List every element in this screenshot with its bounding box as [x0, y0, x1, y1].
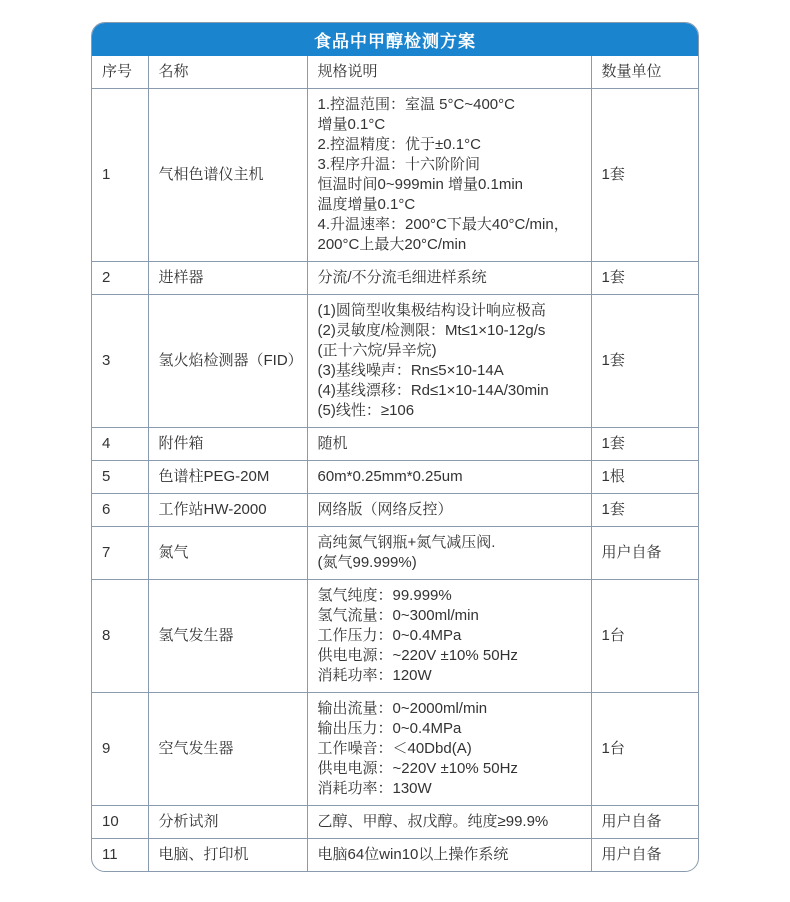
- cell-no: 7: [92, 527, 148, 580]
- cell-no: 2: [92, 262, 148, 295]
- page-title: 食品中甲醇检测方案: [314, 32, 476, 51]
- cell-spec: [307, 89, 591, 262]
- cell-spec: [307, 461, 591, 494]
- cell-qty: 1套: [591, 262, 699, 295]
- spec-line: (2)灵敏度/检测限：Mt≤1×10-12g/s: [317, 322, 546, 339]
- cell-spec: [307, 693, 591, 806]
- cell-name: 附件箱: [148, 428, 307, 461]
- title-bar: [92, 23, 698, 56]
- spec-line: 氢气流量：0~300ml/min: [317, 607, 479, 624]
- cell-qty: 用户自备: [591, 806, 699, 839]
- spec-line: 氢气纯度：99.999%: [317, 587, 452, 604]
- spec-line: 4.升温速率：200°C下最大40°C/min，: [317, 216, 569, 233]
- cell-qty: 1根: [591, 461, 699, 494]
- table-row: [92, 295, 699, 428]
- cell-spec: [307, 527, 591, 580]
- table-row: [92, 89, 699, 262]
- table-row: [92, 428, 699, 461]
- spec-line: (5)线性：≥106: [317, 402, 415, 419]
- cell-qty: 1套: [591, 89, 699, 262]
- cell-spec: [307, 839, 591, 872]
- cell-no: 9: [92, 693, 148, 806]
- spec-table: [92, 56, 699, 871]
- spec-line: 电脑64位win10以上操作系统: [317, 846, 509, 863]
- cell-no: 11: [92, 839, 148, 872]
- cell-name: 气相色谱仪主机: [148, 89, 307, 262]
- column-header-qty: 数量单位: [591, 56, 699, 89]
- spec-line: 消耗功率：130W: [317, 780, 432, 797]
- spec-line: 60m*0.25mm*0.25um: [317, 468, 463, 485]
- spec-line: 输出流量：0~2000ml/min: [317, 700, 488, 717]
- cell-qty: 1台: [591, 580, 699, 693]
- table-row: [92, 693, 699, 806]
- spec-table-body: [92, 89, 699, 872]
- table-row: [92, 527, 699, 580]
- column-header-spec: 规格说明: [307, 56, 591, 89]
- spec-line: 输出压力：0~0.4MPa: [317, 720, 462, 737]
- cell-spec: [307, 262, 591, 295]
- spec-line: 高纯氮气钢瓶+氮气减压阀.: [317, 534, 496, 551]
- spec-line: (4)基线漂移：Rd≤1×10-14A/30min: [317, 382, 549, 399]
- table-row: [92, 262, 699, 295]
- cell-name: 分析试剂: [148, 806, 307, 839]
- spec-line: 2.控温精度：优于±0.1°C: [317, 136, 481, 153]
- cell-no: 10: [92, 806, 148, 839]
- spec-line: 恒温时间0~999min 增量0.1min: [317, 176, 523, 193]
- cell-no: 3: [92, 295, 148, 428]
- cell-qty: 1套: [591, 494, 699, 527]
- cell-no: 8: [92, 580, 148, 693]
- column-header-name: 名称: [148, 56, 307, 89]
- cell-no: 5: [92, 461, 148, 494]
- cell-spec: [307, 428, 591, 461]
- spec-line: 增量0.1°C: [317, 116, 386, 133]
- cell-name: 工作站HW-2000: [148, 494, 307, 527]
- cell-no: 6: [92, 494, 148, 527]
- spec-line: 消耗功率：120W: [317, 667, 432, 684]
- cell-name: 色谱柱PEG-20M: [148, 461, 307, 494]
- spec-line: 随机: [317, 435, 348, 452]
- spec-line: 温度增量0.1°C: [317, 196, 416, 213]
- cell-qty: 1套: [591, 295, 699, 428]
- spec-line: (1)圆筒型收集极结构设计响应极高: [317, 302, 546, 319]
- spec-line: 1.控温范围：室温 5°C~400°C: [317, 96, 515, 113]
- spec-line: 网络版（网络反控）: [317, 501, 453, 518]
- cell-no: 1: [92, 89, 148, 262]
- spec-line: 乙醇、甲醇、叔戊醇。纯度≥99.9%: [317, 813, 549, 830]
- cell-name: 电脑、打印机: [148, 839, 307, 872]
- cell-qty: 用户自备: [591, 839, 699, 872]
- spec-line: (正十六烷/异辛烷): [317, 342, 437, 359]
- cell-name: 进样器: [148, 262, 307, 295]
- table-row: [92, 580, 699, 693]
- spec-line: 工作噪音：＜40Dbd(A): [317, 740, 472, 757]
- table-row: [92, 839, 699, 872]
- cell-qty: 用户自备: [591, 527, 699, 580]
- cell-no: 4: [92, 428, 148, 461]
- spec-line: 分流/不分流毛细进样系统: [317, 269, 487, 286]
- spec-line: 供电电源：~220V ±10% 50Hz: [317, 647, 518, 664]
- cell-name: 氮气: [148, 527, 307, 580]
- cell-spec: [307, 580, 591, 693]
- table-row: [92, 461, 699, 494]
- spec-line: 200°C上最大20°C/min: [317, 236, 467, 253]
- cell-name: 空气发生器: [148, 693, 307, 806]
- spec-line: 工作压力：0~0.4MPa: [317, 627, 462, 644]
- spec-line: (3)基线噪声：Rn≤5×10-14A: [317, 362, 504, 379]
- table-row: [92, 806, 699, 839]
- spec-line: (氮气99.999%): [317, 554, 417, 571]
- cell-spec: [307, 295, 591, 428]
- cell-qty: 1台: [591, 693, 699, 806]
- cell-qty: 1套: [591, 428, 699, 461]
- column-header-no: 序号: [92, 56, 148, 89]
- spec-sheet: [91, 22, 699, 872]
- cell-name: 氢火焰检测器（FID）: [148, 295, 307, 428]
- table-row: [92, 494, 699, 527]
- cell-spec: [307, 494, 591, 527]
- header-row: [92, 56, 699, 89]
- cell-name: 氢气发生器: [148, 580, 307, 693]
- cell-spec: [307, 806, 591, 839]
- spec-line: 供电电源：~220V ±10% 50Hz: [317, 760, 518, 777]
- spec-line: 3.程序升温：十六阶阶间: [317, 156, 481, 173]
